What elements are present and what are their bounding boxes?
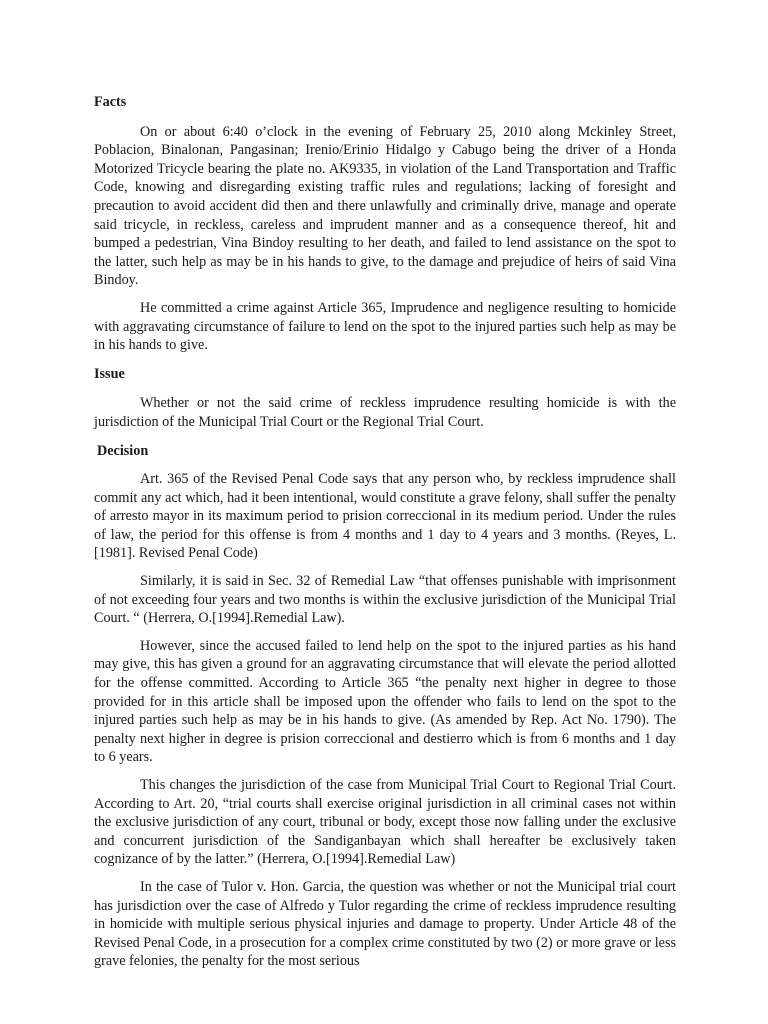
decision-heading: Decision	[97, 442, 149, 459]
decision-paragraph-4: This changes the jurisdiction of the case from Municipal Trial Court to Regional Trial Court. According to Art. 20, “trial courts shall exercise original jurisdiction in all criminal cases not within the exclusive jurisdiction of any court, tribunal or body, except those now falling under the exclusive and concurrent jurisdiction of the Sandiganbayan which shall hereafter be exclusively taken cognizance of by the latter.” (Herrera, O.[1994].Remedial Law)	[94, 777, 676, 868]
facts-paragraph-2: He committed a crime against Article 365, Imprudence and negligence resulting to homicide with aggravating circumstance of failure to lend on the spot to the injured parties such help as may be in his hands to give.	[94, 299, 676, 354]
issue-paragraph-1: Whether or not the said crime of reckless imprudence resulting homicide is with the jurisdiction of the Municipal Trial Court or the Regional Trial Court.	[94, 395, 676, 430]
decision-paragraph-1: Art. 365 of the Revised Penal Code says that any person who, by reckless imprudence shall commit any act which, had it been intentional, would constitute a grave felony, shall suffer the penalty of arresto mayor in its maximum period to prision correccional in its medium period. Under the rules of law, the period for this offense is from 4 months and 1 day to 4 years and 3 months. (Reyes, L. [1981]. Revised Penal Code)	[94, 471, 676, 562]
facts-paragraph-1: On or about 6:40 o’clock in the evening of February 25, 2010 along Mckinley Street, Poblacion, Binalonan, Pangasinan; Irenio/Erinio Hidalgo y Cabugo being the driver of a Honda Motorized Tricycle bearing the plate no. AK9335, in violation of the Land Transportation and Traffic Code, knowing and disregarding existing traffic rules and regulations; lacking of foresight and precaution to avoid accident did then and there unlawfully and criminally drive, manage and operate said tricycle, in reckless, careless and imprudent manner and as a consequence thereof, hit and bumped a pedestrian, Vina Bindoy resulting to her death, and failed to lend assistance on the spot to the latter, such help as may be in his hands to give, to the damage and prejudice of heirs of said Vina Bindoy.	[94, 123, 676, 289]
document-body	[94, 88, 676, 971]
facts-heading: Facts	[94, 94, 127, 110]
decision-paragraph-5: In the case of Tulor v. Hon. Garcia, the question was whether or not the Municipal trial court has jurisdiction over the case of Alfredo y Tulor regarding the crime of reckless imprudence resulting in homicide with multiple serious physical injuries and damage to property. Under Article 48 of the Revised Penal Code, in a prosecution for a complex crime constituted by two (2) or more grave or less grave felonies, the penalty for the most serious	[94, 878, 676, 970]
decision-paragraph-3: However, since the accused failed to lend help on the spot to the injured parties as his hand may give, this has given a ground for an aggravating circumstance that will elevate the period allotted for the offense committed. According to Article 365 “the penalty next higher in degree to those provided for in this article shall be imposed upon the offender who fails to lend on the spot to the injured parties such help as may be in his hands to give. (As amended by Rep. Act No. 1790). The penalty next higher in degree is prision correccional and destierro which is from 6 months and 1 day to 6 years.	[94, 637, 676, 766]
issue-heading: Issue	[94, 365, 125, 382]
decision-paragraph-2: Similarly, it is said in Sec. 32 of Remedial Law “that offenses punishable with imprisonment of not exceeding four years and two months is within the exclusive jurisdiction of the Municipal Trial Court. “ (Herrera, O.[1994].Remedial Law).	[94, 573, 676, 627]
